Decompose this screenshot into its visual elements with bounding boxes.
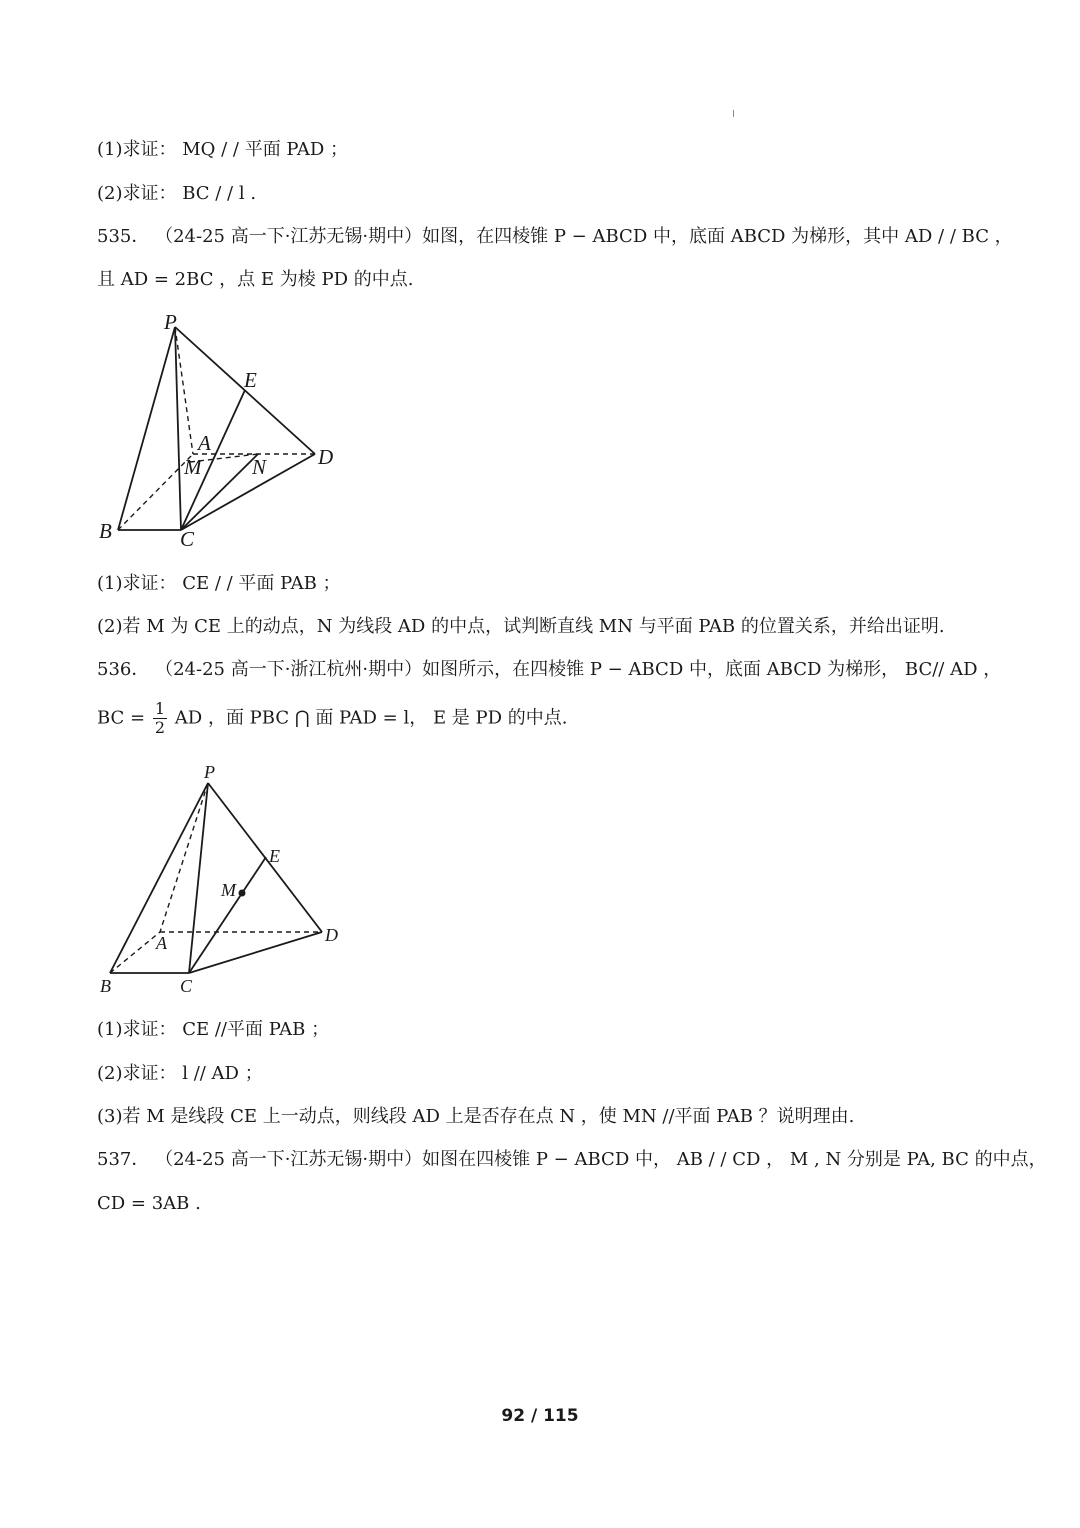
text-line: (3)若 M 是线段 CE 上一动点，则线段 AD 上是否存在点 N ，使 MN //平面 PAB ？说明理由.	[97, 1106, 855, 1127]
edge-PB	[118, 327, 175, 530]
label-D: D	[325, 925, 338, 945]
problem-537-heading: 537． （24-25 高一下·江苏无锡·期中）如图在四棱锥 P − ABCD 中， AB / / CD ， M , N 分别是 PA, BC 的中点，	[97, 1149, 1047, 1170]
text-rest: AD ，面 PBC ⋂ 面 PAD = l， E 是 PD 的中点.	[174, 707, 568, 729]
label-A: A	[198, 431, 211, 455]
point-M	[239, 890, 246, 897]
label-P: P	[204, 762, 215, 782]
text-line: (2)若 M 为 CE 上的动点，N 为线段 AD 的中点，试判断直线 MN 与平面 PAB 的位置关系，并给出证明.	[97, 616, 945, 637]
text-line: (1)求证： CE //平面 PAB ；	[97, 1019, 330, 1040]
edge-CD	[189, 932, 322, 973]
label-B: B	[100, 976, 111, 996]
edge-AB-hidden	[110, 932, 160, 973]
header-tick-mark	[733, 110, 734, 117]
problem-536-heading: 536． （24-25 高一下·浙江杭州·期中）如图所示，在四棱锥 P − ABCD 中，底面 ABCD 为梯形， BC// AD ，	[97, 659, 1002, 680]
problem-535-heading: 535． （24-25 高一下·江苏无锡·期中）如图，在四棱锥 P − ABCD 中，底面 ABCD 为梯形，其中 AD / / BC ，	[97, 226, 1013, 247]
label-P: P	[164, 310, 177, 334]
text-line: (2)求证： BC / / l .	[97, 183, 257, 204]
edge-CE	[189, 857, 266, 973]
label-B: B	[99, 519, 112, 543]
figure-535-pyramid	[95, 310, 355, 550]
text-line: (1)求证： CE / / 平面 PAB ；	[97, 573, 341, 594]
text-line	[97, 700, 568, 737]
text-line: (2)求证： l // AD ；	[97, 1063, 263, 1084]
edge-PC	[175, 327, 181, 530]
label-C: C	[180, 976, 193, 996]
label-M: M	[184, 455, 202, 479]
label-C: C	[180, 527, 195, 550]
page-number: 92 / 115	[501, 1406, 579, 1426]
label-M: M	[221, 880, 236, 900]
text-line: CD = 3AB .	[97, 1193, 201, 1214]
label-E: E	[269, 846, 280, 866]
figure-536-pyramid	[95, 755, 355, 1000]
label-D: D	[318, 445, 334, 469]
fraction-numerator: 1	[154, 699, 166, 718]
math-bc-eq: BC =	[97, 707, 146, 729]
label-E: E	[244, 368, 257, 392]
label-N: N	[252, 455, 267, 479]
label-A: A	[156, 933, 167, 953]
fraction-one-half	[153, 700, 167, 737]
text-line: (1)求证： MQ / / 平面 PAD ；	[97, 139, 349, 160]
text-line: 且 AD = 2BC ，点 E 为棱 PD 的中点.	[97, 269, 414, 290]
fraction-denominator: 2	[154, 718, 166, 737]
